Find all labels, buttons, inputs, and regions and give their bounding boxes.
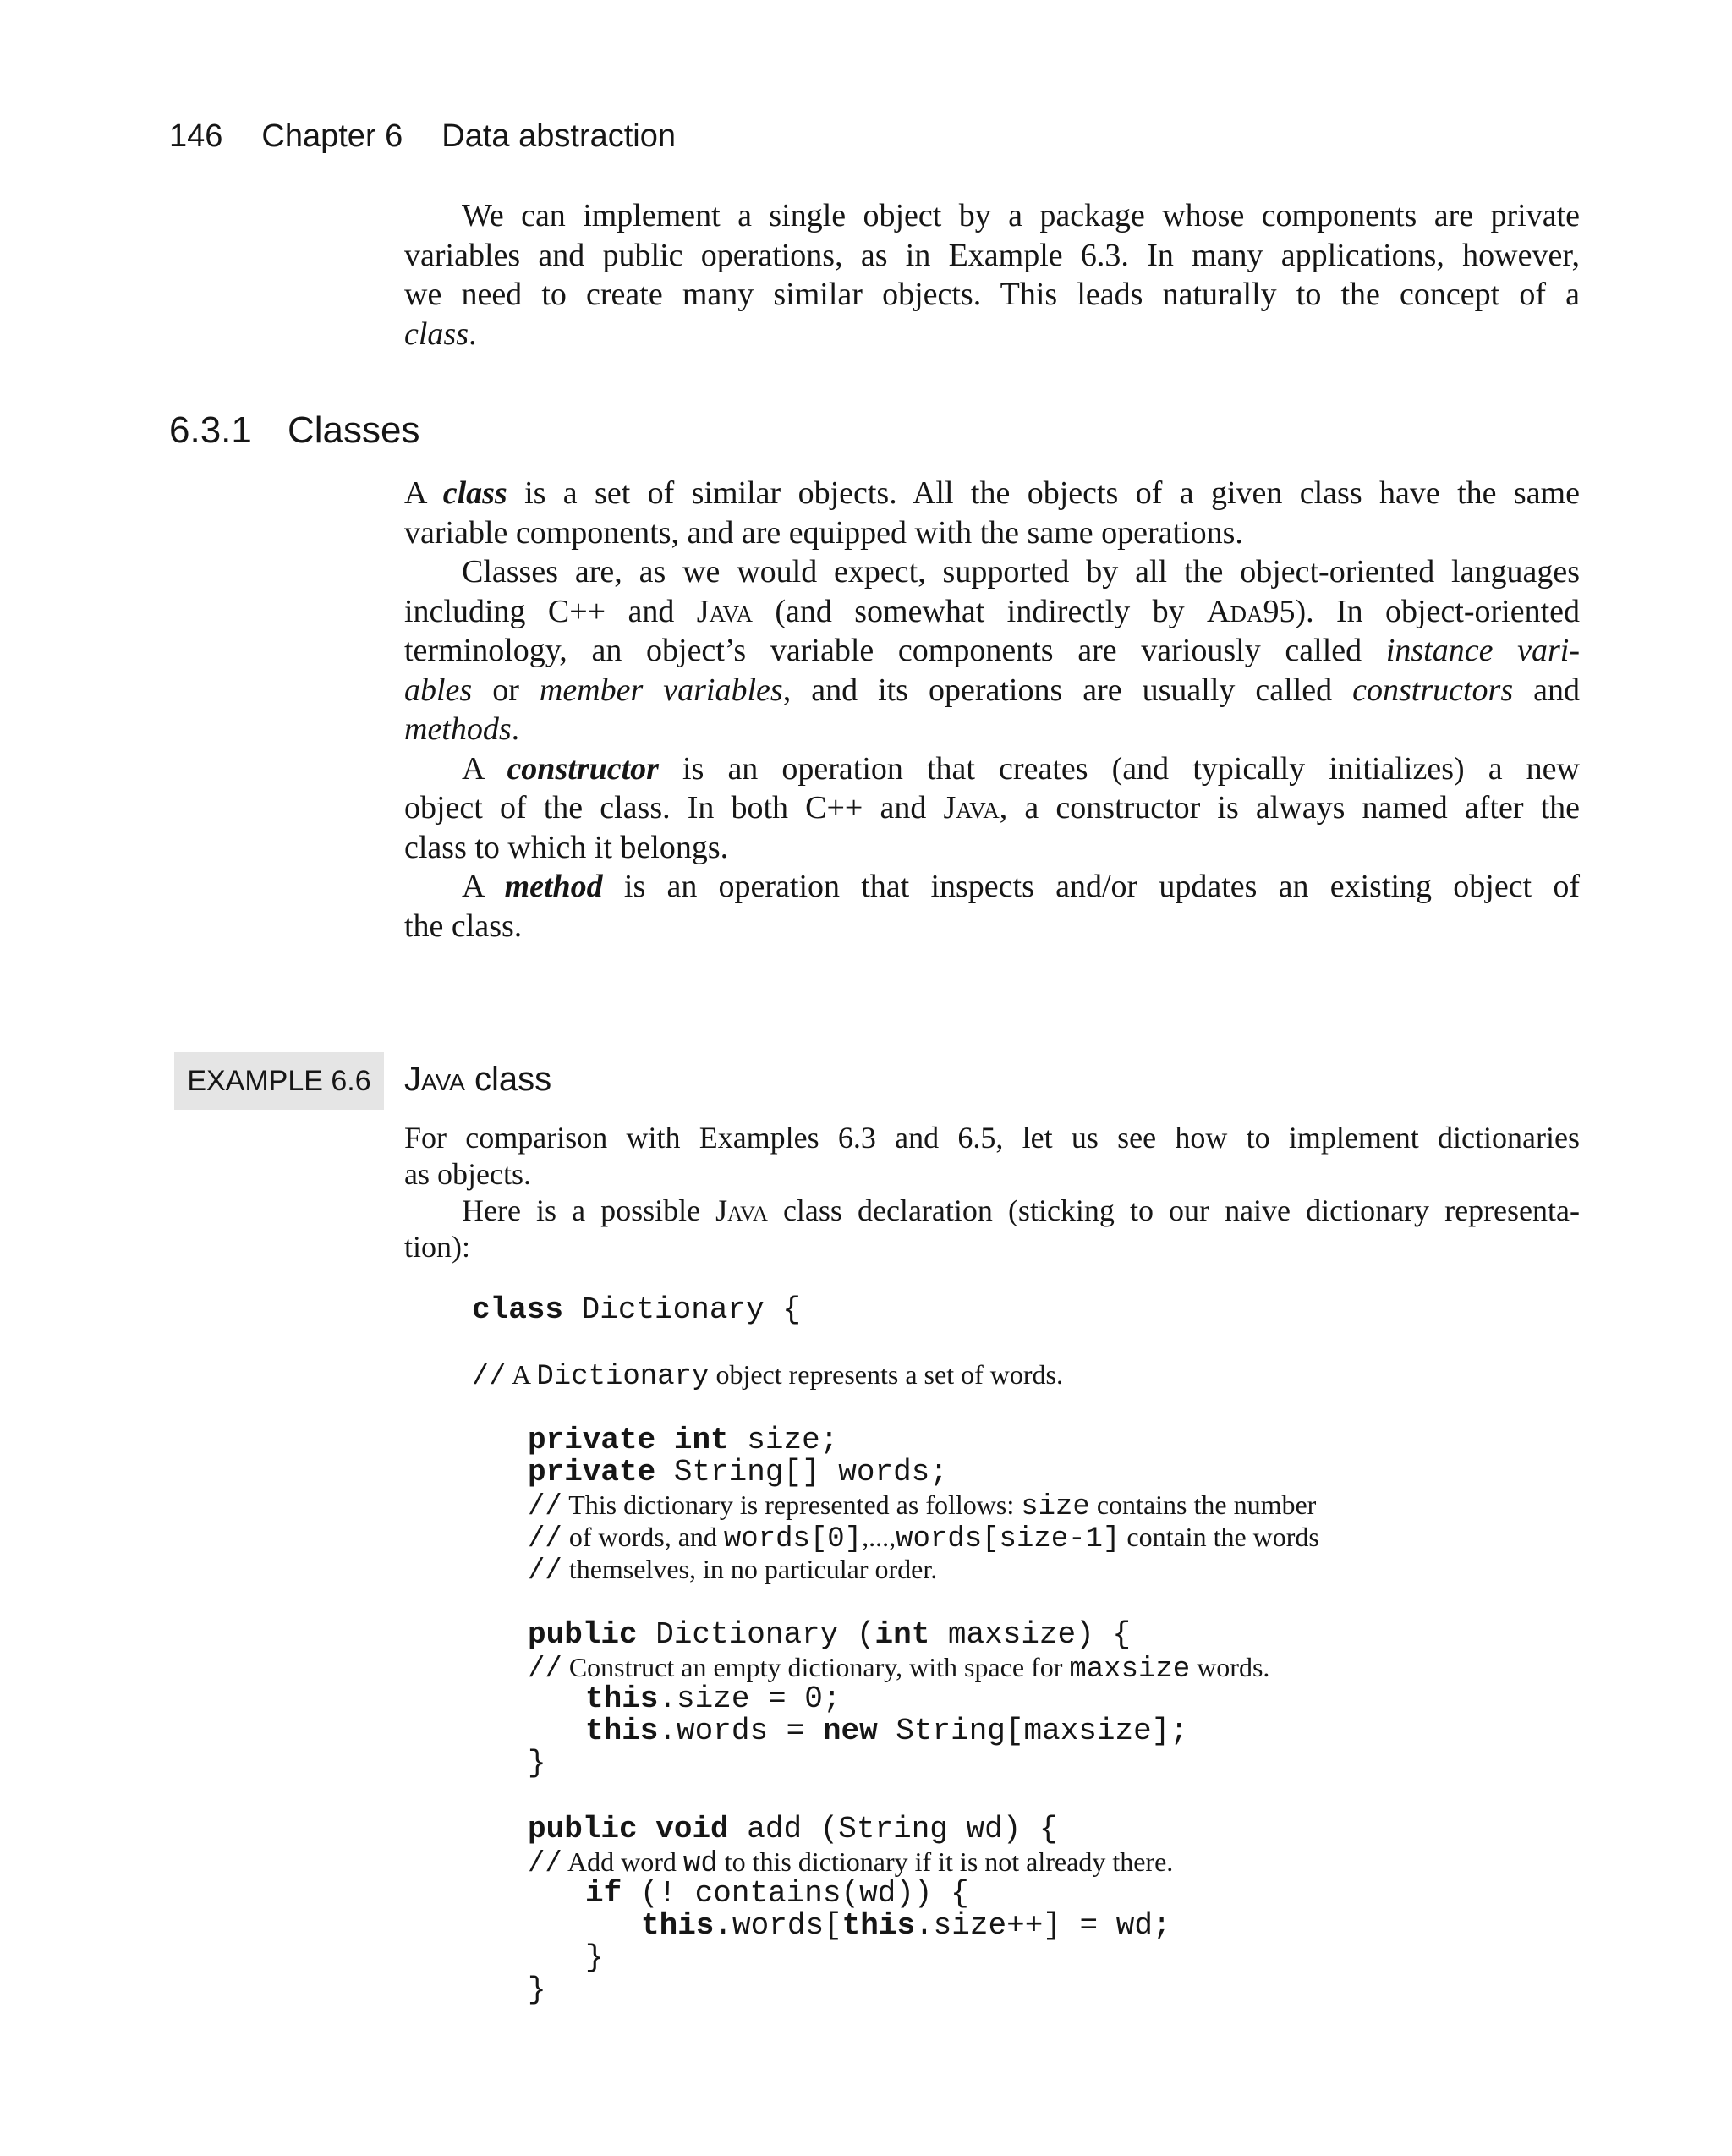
text: class <box>464 1061 552 1098</box>
comment-marker: // <box>528 1491 562 1523</box>
page-number: 146 <box>169 118 223 154</box>
keyword: class <box>472 1292 564 1327</box>
emphasis: instance vari- <box>1385 633 1580 668</box>
keyword: public <box>528 1812 638 1846</box>
text-line: variable components, and are equipped with the same operations. <box>404 514 1243 551</box>
emphasis: ables <box>404 672 473 708</box>
text: including C++ and <box>404 593 697 629</box>
comment-code: maxsize <box>1069 1654 1191 1686</box>
code-line: } <box>585 1940 604 1975</box>
comment-marker: // <box>528 1555 562 1588</box>
text-line <box>404 1193 1580 1229</box>
code-line <box>528 1424 838 1457</box>
keyword: this <box>641 1908 715 1943</box>
emphasis: member variables <box>539 672 783 708</box>
defined-term: class <box>442 475 507 511</box>
emphasis: constructors <box>1352 672 1514 708</box>
comment-code: size <box>1021 1491 1090 1523</box>
text: A <box>462 869 505 904</box>
comment-marker: // <box>528 1654 562 1686</box>
text: , and its operations are usually called <box>782 672 1353 708</box>
text: Here is a possible <box>462 1193 716 1227</box>
comment-code: words[0] <box>723 1523 863 1555</box>
code-text: .size++] = wd; <box>915 1908 1171 1943</box>
language-name: Java <box>715 1193 768 1227</box>
text-line <box>404 592 1580 632</box>
code-text: (! contains(wd)) { <box>622 1876 969 1911</box>
code-text: size; <box>728 1423 839 1457</box>
comment-text: Construct an empty dictionary, with space for <box>562 1652 1070 1682</box>
comment-code: Dictionary <box>536 1361 710 1393</box>
chapter-label: Chapter 6 <box>261 118 403 154</box>
comment-marker: // <box>472 1361 507 1393</box>
text-line <box>404 631 1580 671</box>
text: object of the class. In both C++ and <box>404 790 944 826</box>
text-line <box>404 315 1580 354</box>
language-name: Java <box>696 593 754 629</box>
text-line: variables and public operations, as in Example 6.3. In many applications, however, <box>404 237 1580 273</box>
comment-marker: // <box>528 1848 562 1880</box>
text: class declaration (sticking to our naive dictionary representa- <box>767 1193 1580 1227</box>
keyword: public <box>528 1617 638 1652</box>
code-comment <box>528 1553 937 1588</box>
code-line <box>528 1457 948 1489</box>
text-line: class to which it belongs. <box>404 829 729 865</box>
keyword: private <box>528 1423 656 1457</box>
text-line: as objects. <box>404 1157 531 1191</box>
comment-text: to this dictionary if it is not already there. <box>717 1846 1174 1877</box>
classes-section-body <box>404 474 1580 946</box>
comment-text: A <box>506 1359 537 1390</box>
code-comment <box>528 1489 1316 1523</box>
text-line: we need to create many similar objects. This leads naturally to the concept of a <box>404 277 1580 312</box>
text-line <box>404 474 1580 513</box>
text-line: For comparison with Examples 6.3 and 6.5, let us see how to implement dictionaries <box>404 1121 1580 1155</box>
code-text: .words = <box>658 1714 823 1748</box>
code-text: Dictionary { <box>563 1292 801 1327</box>
code-text: Dictionary ( <box>637 1617 875 1652</box>
code-line <box>472 1294 801 1326</box>
code-comment <box>472 1358 1063 1393</box>
text-line <box>404 788 1580 828</box>
code-comment <box>528 1651 1269 1686</box>
defined-term: method <box>504 869 603 904</box>
comment-code: words[size-1] <box>896 1523 1121 1555</box>
comment-text: object represents a set of words. <box>709 1359 1063 1390</box>
language-name: Java <box>404 1061 465 1098</box>
text: is an operation that inspects and/or updates an existing object of <box>602 869 1580 904</box>
text: (and somewhat indirectly by <box>753 593 1208 629</box>
text-line <box>404 867 1580 907</box>
text: and <box>1513 672 1580 708</box>
comment-code: wd <box>682 1848 718 1880</box>
emphasis: methods <box>404 711 512 747</box>
text: terminology, an object’s variable components are variously called <box>404 633 1386 668</box>
code-comment <box>528 1521 1319 1555</box>
comment-text: ,..., <box>862 1522 896 1552</box>
punct: . <box>511 711 520 747</box>
code-line <box>585 1683 841 1715</box>
text: , a constructor is always named after the <box>999 790 1580 826</box>
code-line <box>528 1619 1131 1651</box>
comment-text: of words, and <box>562 1522 724 1552</box>
text-line: We can implement a single object by a package whose components are private <box>462 198 1580 233</box>
keyword: int <box>673 1423 729 1457</box>
code-text: maxsize) { <box>929 1617 1131 1652</box>
comment-text: contain the words <box>1120 1522 1319 1552</box>
keyword: this <box>585 1681 659 1716</box>
text-line <box>404 710 1580 749</box>
comment-text: Add word <box>562 1846 683 1877</box>
defined-term: constructor <box>507 750 659 787</box>
text-line: the class. <box>404 908 523 944</box>
text: A <box>462 750 507 787</box>
punct: . <box>469 315 477 352</box>
keyword: this <box>585 1714 659 1748</box>
running-header <box>169 118 676 155</box>
section-title: Classes <box>288 409 420 451</box>
code-text: .size = 0; <box>658 1681 841 1716</box>
code-line <box>641 1910 1171 1942</box>
code-text: String[maxsize]; <box>877 1714 1188 1748</box>
text-line <box>404 671 1580 710</box>
text-line: Classes are, as we would expect, supported by all the object-oriented languages <box>462 554 1580 590</box>
chapter-title: Data abstraction <box>441 118 677 154</box>
keyword: this <box>841 1908 916 1943</box>
text: A <box>404 475 443 511</box>
emphasis: class <box>404 315 469 352</box>
section-number: 6.3.1 <box>169 409 252 451</box>
example-label: EXAMPLE 6.6 <box>174 1052 384 1110</box>
code-line: } <box>528 1746 546 1780</box>
comment-text: contains the number <box>1089 1489 1317 1520</box>
text: or <box>472 672 540 708</box>
language-name: Ada <box>1207 593 1263 629</box>
comment-text: This dictionary is represented as follows: <box>562 1489 1022 1520</box>
comment-marker: // <box>528 1523 562 1555</box>
text: 95). In object-oriented <box>1263 593 1580 629</box>
keyword: private <box>528 1455 656 1489</box>
code-line <box>585 1715 1188 1747</box>
code-text: .words[ <box>714 1908 842 1943</box>
example-body <box>404 1120 1580 1265</box>
text: is an operation that creates (and typically initializes) a new <box>658 750 1580 787</box>
code-line <box>528 1813 1058 1846</box>
keyword: int <box>874 1617 930 1652</box>
keyword: new <box>822 1714 878 1748</box>
language-name: Java <box>943 790 1000 826</box>
comment-text: words. <box>1190 1652 1270 1682</box>
keyword: if <box>585 1876 622 1911</box>
code-text: add (String wd) { <box>728 1812 1058 1846</box>
code-text: String[] words; <box>655 1455 948 1489</box>
text-line <box>404 749 1580 789</box>
intro-paragraph <box>404 196 1580 354</box>
code-comment <box>528 1846 1173 1880</box>
text-line: tion): <box>404 1230 470 1264</box>
example-title <box>404 1061 551 1099</box>
keyword: void <box>655 1812 729 1846</box>
code-line: } <box>528 1972 546 2007</box>
text: is a set of similar objects. All the objects of a given class have the same <box>507 475 1580 511</box>
code-line <box>585 1878 969 1910</box>
comment-text: themselves, in no particular order. <box>562 1554 938 1584</box>
